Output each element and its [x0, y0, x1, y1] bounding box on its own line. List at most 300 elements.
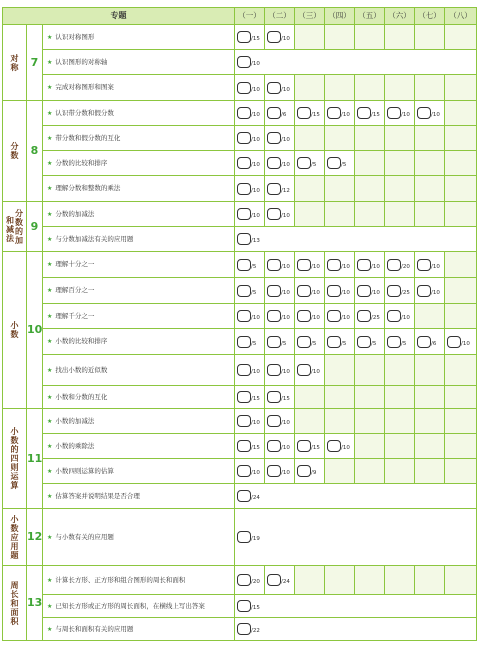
topic-label: 小数的比较和排序 — [55, 337, 108, 345]
score-box[interactable] — [327, 107, 341, 119]
score-box[interactable] — [237, 623, 251, 635]
score-cell — [235, 618, 477, 641]
score-box[interactable] — [297, 336, 311, 348]
topic-item — [43, 355, 235, 386]
score-box[interactable] — [297, 364, 311, 376]
score-box[interactable] — [237, 336, 251, 348]
full-marks: /15 — [251, 36, 260, 42]
full-marks: /15 — [251, 445, 260, 451]
score-cell — [385, 75, 415, 101]
score-cell — [385, 252, 415, 278]
score-cell — [235, 75, 265, 101]
star-icon: ★ — [47, 159, 53, 167]
score-box[interactable] — [267, 82, 281, 94]
score-cell — [355, 176, 385, 202]
score-box[interactable] — [237, 440, 251, 452]
topic-item — [43, 252, 235, 278]
score-box[interactable] — [417, 107, 431, 119]
score-cell — [235, 278, 265, 304]
full-marks: /10 — [401, 315, 410, 321]
score-box[interactable] — [267, 391, 281, 403]
table-row — [3, 126, 477, 151]
star-icon: ★ — [47, 576, 53, 584]
star-icon: ★ — [47, 467, 53, 475]
star-icon: ★ — [47, 33, 53, 41]
full-marks: /10 — [251, 369, 260, 375]
score-box[interactable] — [267, 285, 281, 297]
score-cell — [415, 386, 445, 409]
score-box[interactable] — [237, 364, 251, 376]
score-cell — [415, 75, 445, 101]
score-box[interactable] — [297, 285, 311, 297]
score-box[interactable] — [297, 440, 311, 452]
score-box[interactable] — [357, 310, 371, 322]
topic-item — [43, 151, 235, 176]
score-box[interactable] — [237, 310, 251, 322]
score-box[interactable] — [267, 183, 281, 195]
star-icon: ★ — [47, 235, 53, 243]
topic-label: 小数的加减法 — [55, 416, 95, 425]
score-cell — [295, 151, 325, 176]
score-box[interactable] — [267, 157, 281, 169]
unit-name: 小 数 的 四 则 运 算 — [3, 409, 27, 509]
score-cell — [235, 25, 265, 50]
score-cell — [295, 202, 325, 227]
full-marks: /10 — [281, 420, 290, 426]
full-marks: /10 — [341, 289, 350, 296]
unit-number: 8 — [27, 101, 43, 202]
score-cell — [385, 409, 415, 434]
score-box[interactable] — [237, 600, 251, 612]
score-cell — [385, 126, 415, 151]
star-icon: ★ — [47, 134, 53, 142]
full-marks: /20 — [251, 579, 260, 585]
score-box[interactable] — [357, 259, 371, 271]
topic-label: 计算长方形、正方形和组合图形的周长和面积 — [55, 575, 186, 584]
exercise-header: （六） — [385, 8, 415, 25]
full-marks: /10 — [341, 263, 350, 270]
score-cell — [325, 101, 355, 126]
score-box[interactable] — [267, 574, 281, 586]
unit-name: 小 数 应 用 题 — [3, 509, 27, 566]
score-box[interactable] — [237, 465, 251, 477]
full-marks: /24 — [281, 579, 290, 585]
star-icon: ★ — [47, 185, 53, 192]
score-box[interactable] — [237, 233, 251, 245]
score-cell — [235, 566, 265, 595]
full-marks: /10 — [251, 162, 260, 168]
score-cell — [355, 566, 385, 595]
table-row — [3, 50, 477, 75]
score-cell — [415, 434, 445, 459]
score-box[interactable] — [237, 415, 251, 427]
full-marks: /10 — [251, 213, 260, 219]
full-marks: /10 — [311, 315, 320, 321]
topic-item — [43, 409, 235, 434]
score-box[interactable] — [237, 107, 251, 119]
score-cell — [355, 329, 385, 355]
full-marks: /10 — [311, 369, 320, 375]
star-icon: ★ — [47, 287, 53, 294]
score-cell — [265, 75, 295, 101]
score-cell — [325, 126, 355, 151]
score-cell — [235, 227, 477, 252]
topic-label: 与周长和面积有关的应用题 — [55, 624, 134, 633]
score-box[interactable] — [297, 259, 311, 271]
table-row — [3, 202, 477, 227]
score-box[interactable] — [297, 157, 311, 169]
full-marks: /15 — [251, 605, 260, 611]
score-box[interactable] — [297, 310, 311, 322]
topic-label: 与小数有关的应用题 — [55, 532, 114, 541]
topic-item — [43, 50, 235, 75]
score-cell — [325, 566, 355, 595]
table-row — [3, 386, 477, 409]
star-icon: ★ — [47, 312, 53, 320]
star-icon: ★ — [47, 210, 53, 218]
score-box[interactable] — [237, 490, 251, 502]
score-box[interactable] — [237, 285, 251, 297]
score-cell — [235, 434, 265, 459]
full-marks: /10 — [281, 137, 290, 143]
score-cell — [265, 355, 295, 386]
star-icon: ★ — [47, 58, 53, 66]
table-row — [3, 25, 477, 50]
score-cell — [235, 409, 265, 434]
full-marks: /15 — [371, 112, 380, 118]
score-box[interactable] — [267, 31, 281, 43]
score-cell — [415, 151, 445, 176]
full-marks: /10 — [311, 263, 320, 270]
unit-name: 分 数 — [3, 101, 27, 202]
score-cell — [415, 409, 445, 434]
score-box[interactable] — [237, 31, 251, 43]
unit-name: 对 称 — [3, 25, 27, 101]
score-box[interactable] — [387, 107, 401, 119]
score-box[interactable] — [387, 259, 401, 271]
score-cell — [445, 459, 477, 484]
star-icon: ★ — [47, 84, 53, 91]
score-cell — [325, 386, 355, 409]
score-cell — [265, 176, 295, 202]
score-cell — [445, 409, 477, 434]
star-icon: ★ — [47, 366, 53, 374]
table-row — [3, 566, 477, 595]
score-box[interactable] — [357, 107, 371, 119]
star-icon: ★ — [47, 442, 53, 450]
score-box[interactable] — [327, 336, 341, 348]
score-cell — [385, 355, 415, 386]
score-cell — [295, 278, 325, 304]
score-box[interactable] — [387, 310, 401, 322]
topic-item — [43, 25, 235, 50]
full-marks: /22 — [251, 628, 260, 634]
full-marks: /10 — [281, 162, 290, 168]
score-cell — [265, 202, 295, 227]
score-box[interactable] — [357, 285, 371, 297]
star-icon: ★ — [47, 492, 53, 500]
full-marks: /10 — [281, 445, 290, 451]
full-marks: /10 — [281, 36, 290, 42]
score-cell — [355, 434, 385, 459]
score-cell — [295, 304, 325, 329]
unit-number: 12 — [27, 509, 43, 566]
score-cell — [325, 329, 355, 355]
score-cell — [265, 101, 295, 126]
score-cell — [295, 176, 325, 202]
score-box[interactable] — [327, 310, 341, 322]
full-marks: /20 — [401, 263, 410, 270]
full-marks: /13 — [251, 238, 260, 244]
score-box[interactable] — [417, 285, 431, 297]
score-box[interactable] — [237, 531, 251, 543]
topic-item — [43, 618, 235, 641]
table-row — [3, 304, 477, 329]
score-box[interactable] — [357, 336, 371, 348]
topic-item — [43, 566, 235, 595]
topic-label: 小数和分数的互化 — [55, 392, 108, 401]
score-cell — [355, 101, 385, 126]
full-marks: /10 — [281, 369, 290, 375]
table-row — [3, 409, 477, 434]
full-marks: /10 — [371, 263, 380, 270]
score-box[interactable] — [447, 336, 461, 348]
score-box[interactable] — [417, 259, 431, 271]
full-marks: /10 — [251, 420, 260, 426]
star-icon: ★ — [47, 625, 53, 633]
score-box[interactable] — [327, 285, 341, 297]
topic-item — [43, 75, 235, 101]
score-cell — [325, 459, 355, 484]
score-cell — [385, 304, 415, 329]
score-cell — [295, 25, 325, 50]
topic-label: 完成对称图形和图案 — [55, 83, 114, 91]
topic-item — [43, 304, 235, 329]
score-box[interactable] — [267, 259, 281, 271]
score-box[interactable] — [417, 336, 431, 348]
score-cell — [385, 101, 415, 126]
score-cell — [385, 566, 415, 595]
score-cell — [385, 25, 415, 50]
score-cell — [445, 304, 477, 329]
score-cell — [235, 101, 265, 126]
score-cell — [265, 304, 295, 329]
exercise-header: （四） — [325, 8, 355, 25]
score-cell — [325, 434, 355, 459]
unit-name: 小 数 — [3, 252, 27, 409]
topic-label: 理解千分之一 — [55, 311, 95, 320]
score-cell — [235, 126, 265, 151]
unit-number: 7 — [27, 25, 43, 101]
score-cell — [235, 509, 477, 566]
score-box[interactable] — [237, 259, 251, 271]
table-row — [3, 459, 477, 484]
score-table — [2, 7, 477, 641]
full-marks: /10 — [251, 137, 260, 143]
exercise-header: （五） — [355, 8, 385, 25]
score-cell — [325, 252, 355, 278]
score-cell — [235, 484, 477, 509]
table-row — [3, 176, 477, 202]
score-cell — [295, 126, 325, 151]
full-marks: /10 — [281, 470, 290, 476]
full-marks: /5 — [251, 263, 257, 270]
score-cell — [325, 355, 355, 386]
unit-number: 10 — [27, 252, 43, 409]
score-cell — [265, 434, 295, 459]
score-cell — [325, 151, 355, 176]
table-row — [3, 329, 477, 355]
score-cell — [355, 202, 385, 227]
score-cell — [295, 566, 325, 595]
score-box[interactable] — [237, 183, 251, 195]
full-marks: /10 — [461, 340, 470, 347]
score-cell — [325, 409, 355, 434]
score-cell — [445, 434, 477, 459]
topic-label: 带分数和假分数的互化 — [55, 133, 121, 142]
full-marks: /5 — [281, 340, 287, 347]
full-marks: /10 — [251, 315, 260, 321]
score-cell — [265, 409, 295, 434]
full-marks: /24 — [251, 495, 260, 501]
score-box[interactable] — [327, 259, 341, 271]
topic-item — [43, 329, 235, 355]
score-box[interactable] — [267, 415, 281, 427]
topic-label: 认识图形的对称轴 — [55, 57, 108, 66]
table-row — [3, 355, 477, 386]
full-marks: /10 — [251, 187, 260, 194]
score-box[interactable] — [267, 364, 281, 376]
score-cell — [295, 75, 325, 101]
full-marks: /15 — [251, 396, 260, 402]
score-cell — [385, 386, 415, 409]
score-box[interactable] — [237, 574, 251, 586]
score-cell — [415, 126, 445, 151]
full-marks: /25 — [371, 315, 380, 321]
score-cell — [385, 278, 415, 304]
score-box[interactable] — [267, 132, 281, 144]
full-marks: /10 — [251, 61, 260, 67]
table-row — [3, 252, 477, 278]
score-cell — [355, 151, 385, 176]
score-cell — [445, 566, 477, 595]
topic-item — [43, 595, 235, 618]
score-box[interactable] — [327, 157, 341, 169]
score-cell — [235, 151, 265, 176]
score-box[interactable] — [237, 208, 251, 220]
star-icon: ★ — [47, 338, 53, 345]
score-box[interactable] — [297, 107, 311, 119]
score-box[interactable] — [237, 132, 251, 144]
full-marks: /6 — [431, 340, 437, 347]
score-cell — [235, 595, 477, 618]
score-box[interactable] — [237, 157, 251, 169]
score-cell — [385, 176, 415, 202]
full-marks: /15 — [281, 396, 290, 402]
full-marks: /10 — [431, 263, 440, 270]
score-box[interactable] — [237, 82, 251, 94]
score-box[interactable] — [267, 107, 281, 119]
score-cell — [415, 25, 445, 50]
star-icon: ★ — [47, 393, 53, 401]
score-cell — [235, 252, 265, 278]
exercise-header: （七） — [415, 8, 445, 25]
table-row — [3, 75, 477, 101]
score-cell — [265, 329, 295, 355]
score-cell — [355, 409, 385, 434]
full-marks: /10 — [401, 112, 410, 118]
score-box[interactable] — [297, 465, 311, 477]
score-cell — [235, 459, 265, 484]
score-cell — [445, 25, 477, 50]
full-marks: /19 — [251, 536, 260, 542]
score-cell — [295, 355, 325, 386]
score-box[interactable] — [267, 440, 281, 452]
topic-label: 小数的乘除法 — [55, 441, 95, 450]
exercise-header: （八） — [445, 8, 477, 25]
score-cell — [445, 329, 477, 355]
star-icon: ★ — [47, 417, 53, 425]
score-cell — [325, 202, 355, 227]
unit-number: 13 — [27, 566, 43, 641]
full-marks: /5 — [341, 162, 347, 168]
score-cell — [385, 459, 415, 484]
full-marks: /5 — [341, 340, 347, 347]
score-cell — [445, 151, 477, 176]
topic-item — [43, 126, 235, 151]
full-marks: /10 — [251, 86, 260, 93]
topic-label: 找出小数的近似数 — [55, 365, 108, 374]
score-cell — [415, 329, 445, 355]
score-cell — [385, 202, 415, 227]
score-box[interactable] — [267, 336, 281, 348]
score-cell — [415, 278, 445, 304]
topic-label: 理解十分之一 — [55, 260, 95, 268]
score-cell — [295, 434, 325, 459]
unit-number: 9 — [27, 202, 43, 252]
score-cell — [325, 25, 355, 50]
topic-item — [43, 509, 235, 566]
topic-item — [43, 202, 235, 227]
score-cell — [355, 304, 385, 329]
full-marks: /6 — [281, 112, 287, 118]
full-marks: /25 — [401, 289, 410, 296]
score-cell — [235, 355, 265, 386]
table-row — [3, 434, 477, 459]
score-box[interactable] — [237, 56, 251, 68]
topic-item — [43, 459, 235, 484]
score-cell — [295, 101, 325, 126]
score-cell — [355, 75, 385, 101]
score-box[interactable] — [387, 336, 401, 348]
score-cell — [355, 126, 385, 151]
score-box[interactable] — [267, 208, 281, 220]
score-box[interactable] — [237, 391, 251, 403]
score-box[interactable] — [267, 465, 281, 477]
full-marks: /15 — [311, 112, 320, 118]
full-marks: /10 — [281, 213, 290, 219]
score-box[interactable] — [327, 440, 341, 452]
table-row — [3, 618, 477, 641]
full-marks: /10 — [341, 445, 350, 451]
full-marks: /10 — [281, 289, 290, 296]
score-cell — [235, 386, 265, 409]
score-cell — [385, 434, 415, 459]
score-cell — [355, 355, 385, 386]
score-box[interactable] — [267, 310, 281, 322]
score-box[interactable] — [387, 285, 401, 297]
full-marks: /10 — [281, 315, 290, 321]
